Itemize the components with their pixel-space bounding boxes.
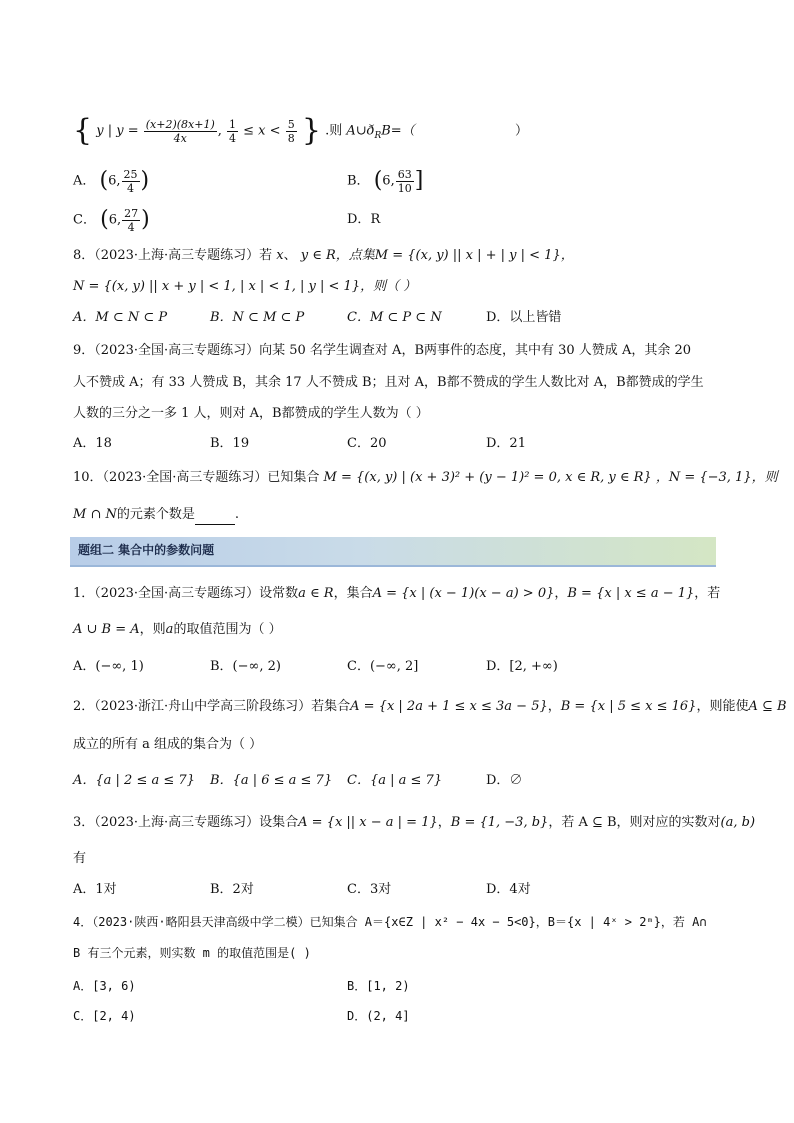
q7-stem-line: { y | y = $\frac{(x+2)(8x+1)}{4x}$ , $\frac{1}{4}$ ≤ x < $\frac{5}{8}$ } .则 $A\cup ð_RB=$（ ） [73,113,528,148]
q7-frac-upper: $\frac{5}{8}$ [287,117,295,145]
q7-ineq: ≤ x < [243,123,281,139]
p1-line-2: A ∪ B = A，则a的取值范围为（ ） [73,622,282,637]
q7-complement: ð [366,123,375,139]
q9-option-a[interactable]: A．18 [73,436,112,451]
q9-option-c[interactable]: C．20 [347,436,387,451]
p2-option-b[interactable]: B．{a | 6 ≤ a ≤ 7} [210,773,333,788]
p2-line-1: 2．（2023·浙江·舟山中学高三阶段练习）若集合A = {x | 2a + 1 ≤ x ≤ 3a − 5}，B = {x | 5 ≤ x ≤ 16}，则能使A ⊆ B [73,699,787,714]
p1-option-d[interactable]: D．[2, +∞) [486,659,558,674]
q9-option-b[interactable]: B．19 [210,436,250,451]
q8-option-c[interactable]: C．M ⊂ P ⊂ N [347,310,442,325]
p3-line-2: 有 [73,851,87,866]
p4-option-b[interactable]: B．[1, 2) [347,979,410,993]
q8-option-a[interactable]: A．M ⊂ N ⊂ P [73,310,168,325]
p4-option-d[interactable]: D．(2, 4] [347,1009,410,1023]
q8-line-1: 8．（2023·上海·高三专题练习）若 x、 y ∈ R，点集M = {(x, y) || x | + | y | < 1}， [73,248,574,263]
p3-option-c[interactable]: C．3对 [347,882,392,897]
q7-then: .则 [325,123,343,139]
q9-line-3: 人数的三分之一多 1 人，则对 A，B都赞成的学生人数为（ ） [73,406,429,421]
p1-option-c[interactable]: C．(−∞, 2] [347,659,419,674]
p3-option-b[interactable]: B．2对 [210,882,254,897]
set-brace-open: { [73,113,93,148]
p3-option-a[interactable]: A．1对 [73,882,117,897]
p4-option-a[interactable]: A．[3, 6) [73,979,136,993]
q7-option-a[interactable]: A． (6, $\frac{25}{4}$ ) [73,167,150,195]
answer-blank[interactable] [195,510,235,525]
p2-option-d[interactable]: D．∅ [486,773,523,788]
p2-line-2: 成立的所有 a 组成的集合为（ ） [73,737,263,752]
set-brace-close: } [301,113,321,148]
p1-option-b[interactable]: B．(−∞, 2) [210,659,281,674]
p1-line-1: 1．（2023·全国·高三专题练习）设常数a ∈ R，集合A = {x | (x − 1)(x − a) > 0}，B = {x | x ≤ a − 1}，若 [73,586,721,601]
p4-line-2: B 有三个元素，则实数 m 的取值范围是( ) [73,946,311,960]
q7-complement-sub: R [374,131,382,142]
p3-line-1: 3．（2023·上海·高三专题练习）设集合A = {x || x − a | = 1}，B = {1, −3, b}，若 A ⊆ B，则对应的实数对(a, b) [73,815,756,830]
q10-line-1: 10．（2023·全国·高三专题练习）已知集合 M = {(x, y) | (x + 3)² + (y − 1)² = 0, x ∈ R, y ∈ R} ，N = {−3, 1}，则 [73,470,778,485]
section-header [70,537,716,567]
q7-frac-lower: $\frac{1}{4}$ [229,117,237,145]
p2-option-c[interactable]: C．{a | a ≤ 7} [347,773,443,788]
q7-option-b[interactable]: B． (6, $\frac{63}{10}$ ] [347,167,424,195]
p3-option-d[interactable]: D．4对 [486,882,531,897]
q7-option-c[interactable]: C． (6, $\frac{27}{4}$ ) [73,206,150,234]
p2-option-a[interactable]: A．{a | 2 ≤ a ≤ 7} [73,773,195,788]
q7-beq: B=（ [381,123,415,139]
q7-paren-close: ） [514,123,528,139]
q9-option-d[interactable]: D．21 [486,436,526,451]
p4-option-c[interactable]: C．[2, 4) [73,1009,136,1023]
q7-option-d[interactable]: D．R [347,212,381,227]
q8-option-d[interactable]: D．以上皆错 [486,310,562,325]
p1-option-a[interactable]: A．(−∞, 1) [73,659,144,674]
q9-line-2: 人不赞成 A；有 33 人赞成 B，其余 17 人不赞成 B；且对 A，B都不赞成的学生人数比对 A，B都赞成的学生 [73,375,704,390]
q10-line-2: M ∩ N的元素个数是 . [73,505,239,525]
q7-set-lhs: y | y = [96,123,139,139]
p4-line-1: 4．（2023·陕西·略阳县天津高级中学二模）已知集合 A＝{x∈Z | x² − 4x − 5<0}，B＝{x | 4ˣ > 2ᵐ}，若 A∩ [73,915,707,929]
q8-line-2: N = {(x, y) || x + y | < 1, | x | < 1, | y | < 1}，则（ ） [73,279,417,294]
q7-main-fraction: $\frac{(x+2)(8x+1)}{4x}$ [145,117,215,145]
q7-union: A∪ [346,123,367,139]
section-title: 题组二 集合中的参数问题 [78,543,215,557]
q8-option-b[interactable]: B．N ⊂ M ⊂ P [210,310,305,325]
q9-line-1: 9．（2023·全国·高三专题练习）向某 50 名学生调查对 A，B两事件的态度，其中有 30 人赞成 A，其余 20 [73,343,692,358]
